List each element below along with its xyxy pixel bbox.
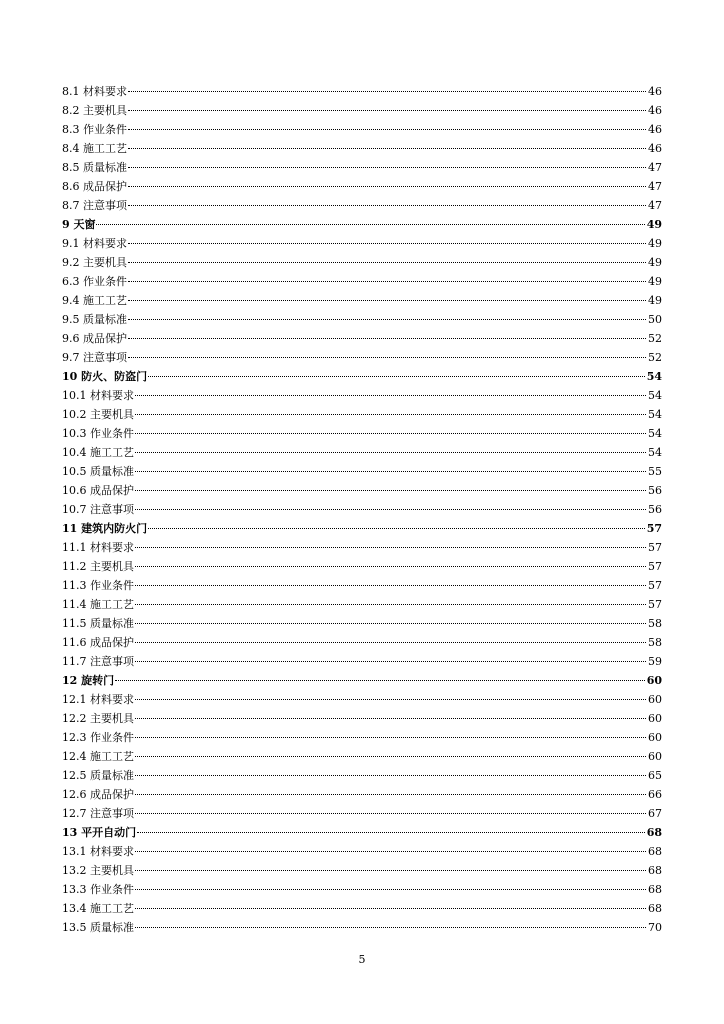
toc-entry-title: 9.6 成品保护 [62,332,127,345]
toc-entry[interactable] [62,709,662,728]
toc-entry-page: 55 [648,465,662,478]
toc-entry[interactable] [62,500,662,519]
toc-entry-page: 65 [648,769,662,782]
toc-entry-page: 66 [648,788,662,801]
dot-leader [135,642,646,643]
toc-entry[interactable] [62,158,662,177]
dot-leader [148,528,645,529]
dot-leader [128,281,646,282]
toc-entry[interactable] [62,253,662,272]
toc-entry-title: 12.7 注意事项 [62,807,134,820]
dot-leader [128,205,646,206]
dot-leader [128,129,646,130]
toc-entry-title: 6.3 作业条件 [62,275,127,288]
toc-entry-title: 10.7 注意事项 [62,503,134,516]
toc-entry[interactable] [62,576,662,595]
toc-entry-title: 8.1 材料要求 [62,85,127,98]
toc-entry-title: 10 防火、防盗门 [62,370,148,383]
toc-entry[interactable] [62,747,662,766]
toc-entry-page: 54 [646,370,662,383]
dot-leader [135,794,646,795]
toc-entry-page: 58 [648,636,662,649]
toc-entry[interactable] [62,462,662,481]
toc-entry-page: 57 [648,560,662,573]
dot-leader [135,414,646,415]
toc-entry[interactable] [62,785,662,804]
toc-entry-title: 11.2 主要机具 [62,560,134,573]
dot-leader [135,870,646,871]
dot-leader [128,186,646,187]
dot-leader [128,91,646,92]
dot-leader [135,737,646,738]
toc-entry[interactable] [62,766,662,785]
toc-entry-title: 13 平开自动门 [62,826,137,839]
toc-entry[interactable] [62,614,662,633]
dot-leader [128,338,646,339]
toc-entry-page: 54 [648,427,662,440]
toc-entry-title: 10.5 质量标准 [62,465,134,478]
toc-entry[interactable] [62,348,662,367]
toc-entry-title: 13.2 主要机具 [62,864,134,877]
dot-leader [135,471,646,472]
dot-leader [135,623,646,624]
toc-entry-page: 52 [648,351,662,364]
toc-entry-title: 12.3 作业条件 [62,731,134,744]
page-number: 5 [358,953,366,966]
toc-entry-title: 12.4 施工工艺 [62,750,134,763]
toc-entry-page: 54 [648,389,662,402]
toc-entry-title: 8.4 施工工艺 [62,142,127,155]
dot-leader [135,775,646,776]
toc-entry-page: 56 [648,503,662,516]
toc-entry-title: 9 天窗 [62,218,96,231]
toc-entry[interactable] [62,899,662,918]
toc-entry-title: 9.2 主要机具 [62,256,127,269]
dot-leader [135,851,646,852]
toc-entry-title: 9.1 材料要求 [62,237,127,250]
dot-leader [135,908,646,909]
dot-leader [135,585,646,586]
dot-leader [128,148,646,149]
toc-entry-page: 49 [648,237,662,250]
toc-entry-page: 57 [648,541,662,554]
toc-entry[interactable] [62,272,662,291]
toc-entry[interactable] [62,633,662,652]
dot-leader [128,319,646,320]
dot-leader [128,300,646,301]
toc-entry-page: 59 [648,655,662,668]
toc-entry-page: 60 [646,674,662,687]
toc-entry-page: 68 [648,864,662,877]
dot-leader [135,395,646,396]
dot-leader [135,452,646,453]
dot-leader [128,262,646,263]
toc-entry-title: 8.2 主要机具 [62,104,127,117]
dot-leader [128,110,646,111]
toc-entry-title: 9.5 质量标准 [62,313,127,326]
toc-entry[interactable] [62,101,662,120]
dot-leader [128,243,646,244]
dot-leader [135,490,646,491]
toc-entry-page: 54 [648,408,662,421]
toc-entry-title: 12.6 成品保护 [62,788,134,801]
toc-entry-page: 60 [648,693,662,706]
toc-entry-page: 46 [648,85,662,98]
toc-entry-page: 49 [648,294,662,307]
dot-leader [135,889,646,890]
dot-leader [135,813,646,814]
dot-leader [135,604,646,605]
toc-entry-page: 68 [648,845,662,858]
toc-entry-title: 13.3 作业条件 [62,883,134,896]
toc-entry-title: 8.7 注意事项 [62,199,127,212]
toc-entry-page: 46 [648,142,662,155]
toc-chapter-entry[interactable] [62,215,662,234]
toc-entry[interactable] [62,196,662,215]
toc-entry[interactable] [62,728,662,747]
toc-entry-title: 11.5 质量标准 [62,617,134,630]
toc-entry[interactable] [62,329,662,348]
toc-entry-title: 10.6 成品保护 [62,484,134,497]
toc-entry[interactable] [62,557,662,576]
toc-entry-title: 13.4 施工工艺 [62,902,134,915]
toc-entry-page: 46 [648,104,662,117]
toc-entry-title: 11.4 施工工艺 [62,598,134,611]
toc-entry[interactable] [62,443,662,462]
dot-leader [135,927,646,928]
dot-leader [135,509,646,510]
toc-entry[interactable] [62,481,662,500]
toc-entry[interactable] [62,177,662,196]
toc-entry-title: 9.7 注意事项 [62,351,127,364]
toc-entry-title: 10.3 作业条件 [62,427,134,440]
toc-entry-page: 68 [646,826,662,839]
toc-entry[interactable] [62,842,662,861]
toc-entry-title: 10.1 材料要求 [62,389,134,402]
toc-entry[interactable] [62,861,662,880]
toc-entry-page: 58 [648,617,662,630]
toc-entry-page: 60 [648,712,662,725]
toc-entry-page: 52 [648,332,662,345]
dot-leader [135,661,646,662]
dot-leader [135,756,646,757]
toc-chapter-entry[interactable] [62,519,662,538]
toc-entry-title: 9.4 施工工艺 [62,294,127,307]
toc-entry-page: 49 [646,218,662,231]
toc-entry[interactable] [62,595,662,614]
dot-leader [135,547,646,548]
toc-entry[interactable] [62,234,662,253]
toc-entry[interactable] [62,405,662,424]
toc-entry-page: 70 [648,921,662,934]
toc-entry[interactable] [62,310,662,329]
toc-entry-title: 8.6 成品保护 [62,180,127,193]
toc-entry-page: 49 [648,275,662,288]
toc-entry-title: 11.3 作业条件 [62,579,134,592]
dot-leader [135,699,646,700]
toc-entry[interactable] [62,386,662,405]
toc-entry-page: 47 [648,199,662,212]
table-of-contents [62,82,662,937]
toc-chapter-entry[interactable] [62,823,662,842]
toc-entry[interactable] [62,690,662,709]
dot-leader [128,357,646,358]
toc-entry-title: 11.1 材料要求 [62,541,134,554]
toc-entry-page: 68 [648,902,662,915]
toc-chapter-entry[interactable] [62,671,662,690]
dot-leader [96,224,644,225]
toc-entry[interactable] [62,918,662,937]
dot-leader [135,718,646,719]
toc-entry-page: 46 [648,123,662,136]
toc-entry-title: 11.7 注意事项 [62,655,134,668]
toc-entry[interactable] [62,424,662,443]
toc-entry-page: 67 [648,807,662,820]
toc-entry-title: 12.2 主要机具 [62,712,134,725]
toc-entry-page: 60 [648,750,662,763]
toc-entry[interactable] [62,652,662,671]
toc-entry-page: 57 [648,579,662,592]
toc-entry-title: 12 旋转门 [62,674,115,687]
toc-entry-title: 13.1 材料要求 [62,845,134,858]
dot-leader [128,167,646,168]
toc-entry-title: 11 建筑内防火门 [62,522,148,535]
toc-entry-title: 12.5 质量标准 [62,769,134,782]
toc-entry[interactable] [62,804,662,823]
toc-entry[interactable] [62,291,662,310]
toc-entry-page: 68 [648,883,662,896]
toc-entry-title: 11.6 成品保护 [62,636,134,649]
toc-entry-title: 8.5 质量标准 [62,161,127,174]
toc-entry-page: 56 [648,484,662,497]
toc-entry-page: 54 [648,446,662,459]
toc-entry[interactable] [62,538,662,557]
dot-leader [135,433,646,434]
toc-chapter-entry[interactable] [62,367,662,386]
toc-entry-page: 60 [648,731,662,744]
toc-entry-title: 13.5 质量标准 [62,921,134,934]
toc-entry-page: 57 [648,598,662,611]
toc-entry-page: 47 [648,161,662,174]
toc-entry-page: 57 [646,522,662,535]
dot-leader [148,376,645,377]
toc-entry[interactable] [62,82,662,101]
toc-entry-title: 12.1 材料要求 [62,693,134,706]
toc-entry[interactable] [62,139,662,158]
toc-entry-title: 10.4 施工工艺 [62,446,134,459]
dot-leader [137,832,645,833]
toc-entry-title: 10.2 主要机具 [62,408,134,421]
dot-leader [135,566,646,567]
toc-entry[interactable] [62,880,662,899]
toc-entry-page: 47 [648,180,662,193]
toc-entry-page: 50 [648,313,662,326]
toc-entry-page: 49 [648,256,662,269]
toc-entry[interactable] [62,120,662,139]
toc-entry-title: 8.3 作业条件 [62,123,127,136]
dot-leader [115,680,645,681]
